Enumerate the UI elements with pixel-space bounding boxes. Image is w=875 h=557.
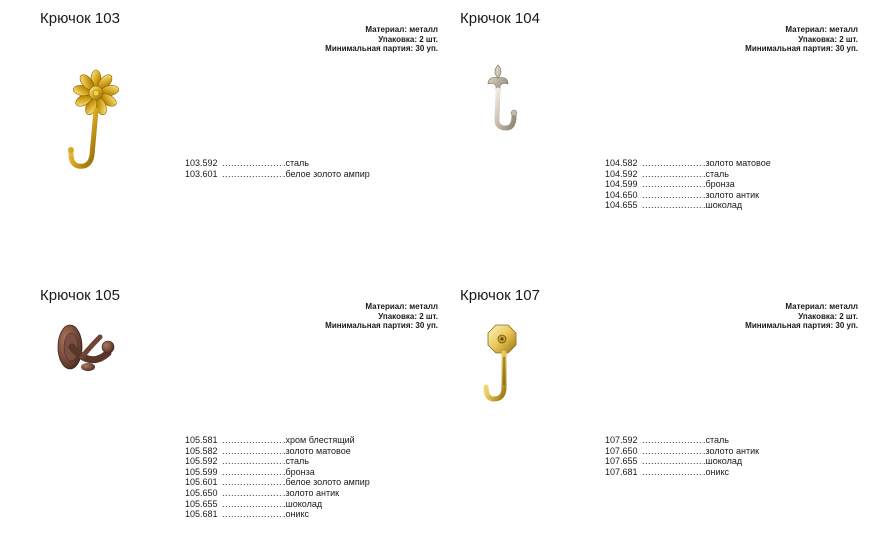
product-title: Крючок 104 xyxy=(460,10,540,27)
material-spec: Материал: металл xyxy=(365,25,438,34)
hook-105-image xyxy=(45,307,135,427)
product-specs xyxy=(325,25,438,54)
list-item: 105.581..... .хром блестящий xyxy=(185,435,370,446)
list-item: 105.601..... .белое золото ампир xyxy=(185,477,370,488)
list-item: 105.599..... .бронза xyxy=(185,467,370,478)
product-specs xyxy=(745,302,858,331)
product-title: Крючок 105 xyxy=(40,287,120,304)
list-item: 105.592..... .сталь xyxy=(185,456,370,467)
finish-list xyxy=(605,435,759,477)
finish-list xyxy=(185,158,370,179)
min-batch-spec: Минимальная партия: 30 уп. xyxy=(325,44,438,53)
hook-107-image xyxy=(474,317,554,437)
finish-list xyxy=(185,435,370,520)
product-specs xyxy=(325,302,438,331)
list-item: 104.592..... .сталь xyxy=(605,169,771,180)
product-card-105 xyxy=(40,287,460,557)
list-item: 105.650..... .золото антик xyxy=(185,488,370,499)
list-item: 104.655..... .шоколад xyxy=(605,200,771,211)
packaging-spec: Упаковка: 2 шт. xyxy=(798,34,858,44)
list-item: 103.601..... .белое золото ампир xyxy=(185,169,370,180)
hook-104-image xyxy=(474,60,554,180)
product-card-107 xyxy=(460,287,875,557)
hook-103-image xyxy=(54,60,134,180)
list-item: 107.650..... .золото антик xyxy=(605,446,759,457)
product-title: Крючок 107 xyxy=(460,287,540,304)
min-batch-spec: Минимальная партия: 30 уп. xyxy=(745,44,858,53)
product-title: Крючок 103 xyxy=(40,10,120,27)
list-item: 105.655..... .шоколад xyxy=(185,499,370,510)
packaging-spec: Упаковка: 2 шт. xyxy=(378,34,438,44)
list-item: 104.650..... .золото антик xyxy=(605,190,771,201)
min-batch-spec: Минимальная партия: 30 уп. xyxy=(745,321,858,330)
list-item: 105.681..... .оникс xyxy=(185,509,370,520)
product-card-104 xyxy=(460,10,875,280)
product-card-103 xyxy=(40,10,460,280)
list-item: 104.582..... .золото матовое xyxy=(605,158,771,169)
product-specs xyxy=(745,25,858,54)
list-item: 107.592..... .сталь xyxy=(605,435,759,446)
material-spec: Материал: металл xyxy=(365,302,438,311)
list-item: 104.599..... .бронза xyxy=(605,179,771,190)
packaging-spec: Упаковка: 2 шт. xyxy=(798,311,858,321)
list-item: 103.592..... .сталь xyxy=(185,158,370,169)
finish-list xyxy=(605,158,771,211)
packaging-spec: Упаковка: 2 шт. xyxy=(378,311,438,321)
list-item: 107.655..... .шоколад xyxy=(605,456,759,467)
material-spec: Материал: металл xyxy=(785,25,858,34)
list-item: 105.582..... .золото матовое xyxy=(185,446,370,457)
material-spec: Материал: металл xyxy=(785,302,858,311)
list-item: 107.681..... .оникс xyxy=(605,467,759,478)
min-batch-spec: Минимальная партия: 30 уп. xyxy=(325,321,438,330)
